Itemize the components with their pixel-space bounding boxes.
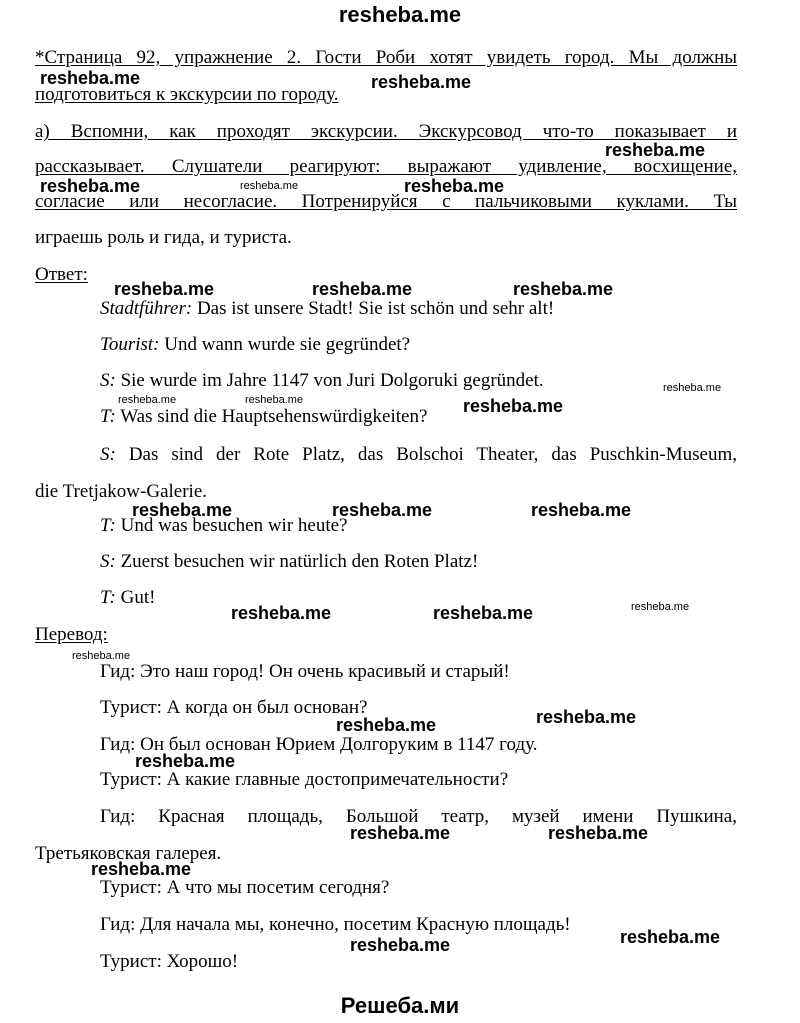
watermark: resheba.me [371,72,472,92]
utterance: die Tretjakow-Galerie. [35,481,208,502]
speaker: T: [100,587,116,608]
answer-line [100,406,427,428]
utterance: Was sind die Hauptsehenswürdigkeiten? [115,406,428,427]
watermark: resheba.me [536,707,637,727]
translation-line: Турист: А когда он был основан? [100,697,368,718]
watermark: resheba.me [240,180,299,192]
site-header: resheba.me [338,2,462,27]
watermark: resheba.me [114,279,215,299]
site-footer: Решеба.ми [340,993,460,1018]
answer-line [100,334,410,356]
watermark: resheba.me [531,500,632,520]
watermark: resheba.me [245,394,304,406]
translation-label: Перевод: [35,624,108,645]
speaker: Tourist: [100,334,160,355]
speaker: S: [100,370,116,391]
watermark: resheba.me [631,601,690,613]
watermark: resheba.me [332,500,433,520]
speaker: T: [100,406,116,427]
translation-line: Турист: А что мы посетим сегодня? [100,877,390,898]
task-a-line-4: играешь роль и гида, и туриста. [35,227,292,248]
task-a-line-2: рассказывает. Слушатели реагируют: выражают удивление, восхищение, [35,156,737,177]
watermark: resheba.me [620,927,721,947]
watermark: resheba.me [40,68,141,88]
answer-line [100,370,544,392]
answer-line [100,298,554,320]
watermark: resheba.me [350,935,451,955]
watermark: resheba.me [605,140,706,160]
watermark: resheba.me [663,382,722,394]
watermark: resheba.me [40,176,141,196]
translation-line: Гид: Он был основан Юрием Долгоруким в 1147 году. [100,734,538,755]
answer-line [100,444,737,466]
watermark: resheba.me [336,715,437,735]
watermark: resheba.me [118,394,177,406]
watermark: resheba.me [548,823,649,843]
answer-line [100,551,478,573]
utterance: Das sind der Rote Platz, das Bolschoi Theater, das Puschkin-Museum, [115,444,737,465]
utterance: Und was besuchen wir heute? [115,515,348,536]
watermark: resheba.me [231,603,332,623]
task-a-line-1: а) Вспомни, как проходят экскурсии. Экскурсовод что-то показывает и [35,121,737,142]
watermark: resheba.me [404,176,505,196]
translation-line: Гид: Для начала мы, конечно, посетим Красную площадь! [100,914,571,935]
watermark: resheba.me [72,650,131,662]
speaker: Stadtführer: [100,298,193,319]
translation-line: Турист: А какие главные достопримечательности? [100,769,509,790]
translation-line: Третьяковская галерея. [35,843,222,864]
watermark: resheba.me [513,279,614,299]
utterance: Das ist unsere Stadt! Sie ist schön und sehr alt! [192,298,555,319]
speaker: S: [100,444,116,465]
task-line-2: подготовиться к экскурсии по городу. [35,84,339,105]
watermark: resheba.me [350,823,451,843]
speaker: T: [100,515,116,536]
speaker: S: [100,551,116,572]
translation-line: Гид: Красная площадь, Большой театр, музей имени Пушкина, [100,806,737,827]
task-line-1: *Страница 92, упражнение 2. Гости Роби хотят увидеть город. Мы должны [35,47,737,68]
watermark: resheba.me [135,751,236,771]
watermark: resheba.me [463,396,564,416]
utterance: Gut! [115,587,156,608]
watermark: resheba.me [132,500,233,520]
utterance: Sie wurde im Jahre 1147 von Juri Dolgoruki gegründet. [115,370,544,391]
utterance: Zuerst besuchen wir natürlich den Roten Platz! [115,551,479,572]
answer-line [100,587,155,609]
answer-label: Ответ: [35,264,88,285]
watermark: resheba.me [433,603,534,623]
watermark: resheba.me [312,279,413,299]
translation-line: Гид: Это наш город! Он очень красивый и старый! [100,661,510,682]
watermark: resheba.me [91,859,192,879]
translation-line: Турист: Хорошо! [100,951,239,972]
task-a-line-3: согласие или несогласие. Потренируйся с пальчиковыми куклами. Ты [35,191,737,212]
utterance: Und wann wurde sie gegründet? [159,334,411,355]
